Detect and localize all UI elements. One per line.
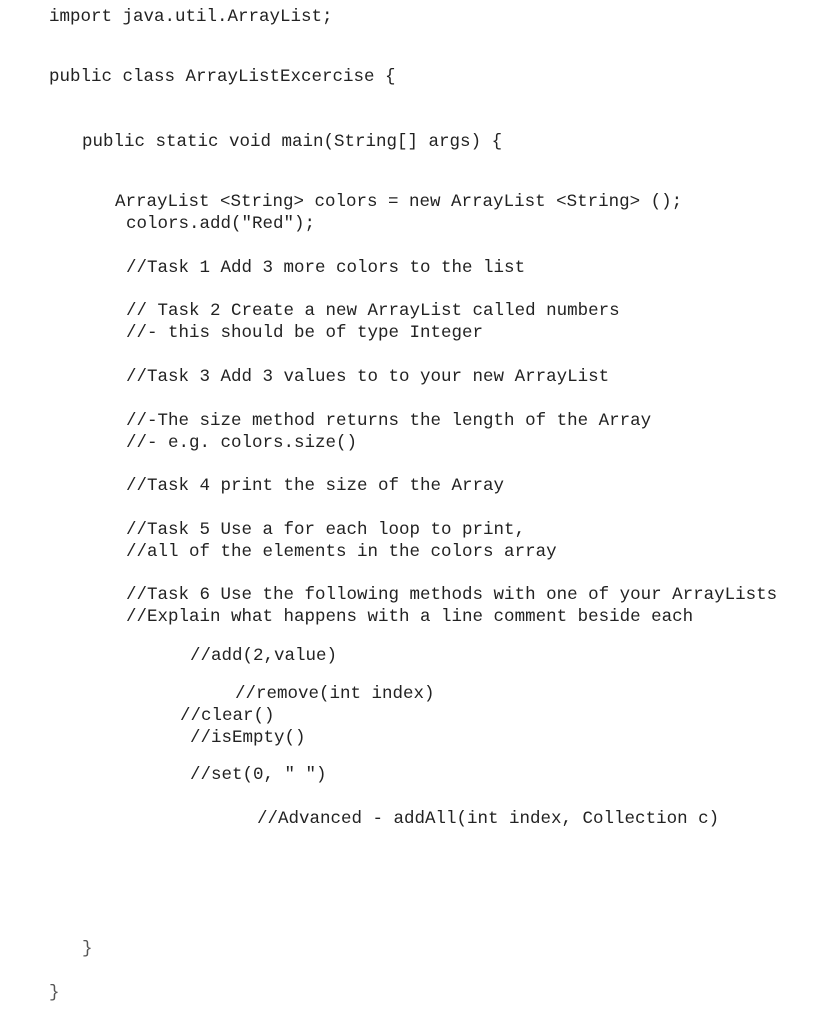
task-1-comment: //Task 1 Add 3 more colors to the list <box>126 258 526 278</box>
task-5-comment: //Task 5 Use a for each loop to print, <box>126 520 526 540</box>
task-5-comment-detail: //all of the elements in the colors array <box>126 542 557 562</box>
import-statement: import java.util.ArrayList; <box>49 7 333 27</box>
size-method-comment: //-The size method returns the length of the Array <box>126 411 652 431</box>
task-4-comment: //Task 4 print the size of the Array <box>126 476 505 496</box>
method-isempty-comment: //isEmpty() <box>190 728 306 748</box>
method-addall-comment: //Advanced - addAll(int index, Collection c) <box>257 809 720 829</box>
size-example-comment: //- e.g. colors.size() <box>126 433 358 453</box>
main-method-close-brace: } <box>82 939 93 959</box>
task-6-comment: //Task 6 Use the following methods with one of your ArrayLists <box>126 585 778 605</box>
main-method-declaration: public static void main(String[] args) { <box>82 132 503 152</box>
task-2-comment: // Task 2 Create a new ArrayList called numbers <box>126 301 620 321</box>
class-declaration: public class ArrayListExcercise { <box>49 67 396 87</box>
add-red-statement: colors.add("Red"); <box>126 214 316 234</box>
method-remove-comment: //remove(int index) <box>235 684 435 704</box>
task-3-comment: //Task 3 Add 3 values to to your new ArrayList <box>126 367 610 387</box>
method-add-comment: //add(2,value) <box>190 646 338 666</box>
arraylist-declaration: ArrayList <String> colors = new ArrayList <String> (); <box>115 192 683 212</box>
task-6-comment-detail: //Explain what happens with a line comment beside each <box>126 607 694 627</box>
class-close-brace: } <box>49 983 60 1003</box>
method-clear-comment: //clear() <box>180 706 275 726</box>
task-2-comment-detail: //- this should be of type Integer <box>126 323 484 343</box>
method-set-comment: //set(0, " ") <box>190 765 327 785</box>
